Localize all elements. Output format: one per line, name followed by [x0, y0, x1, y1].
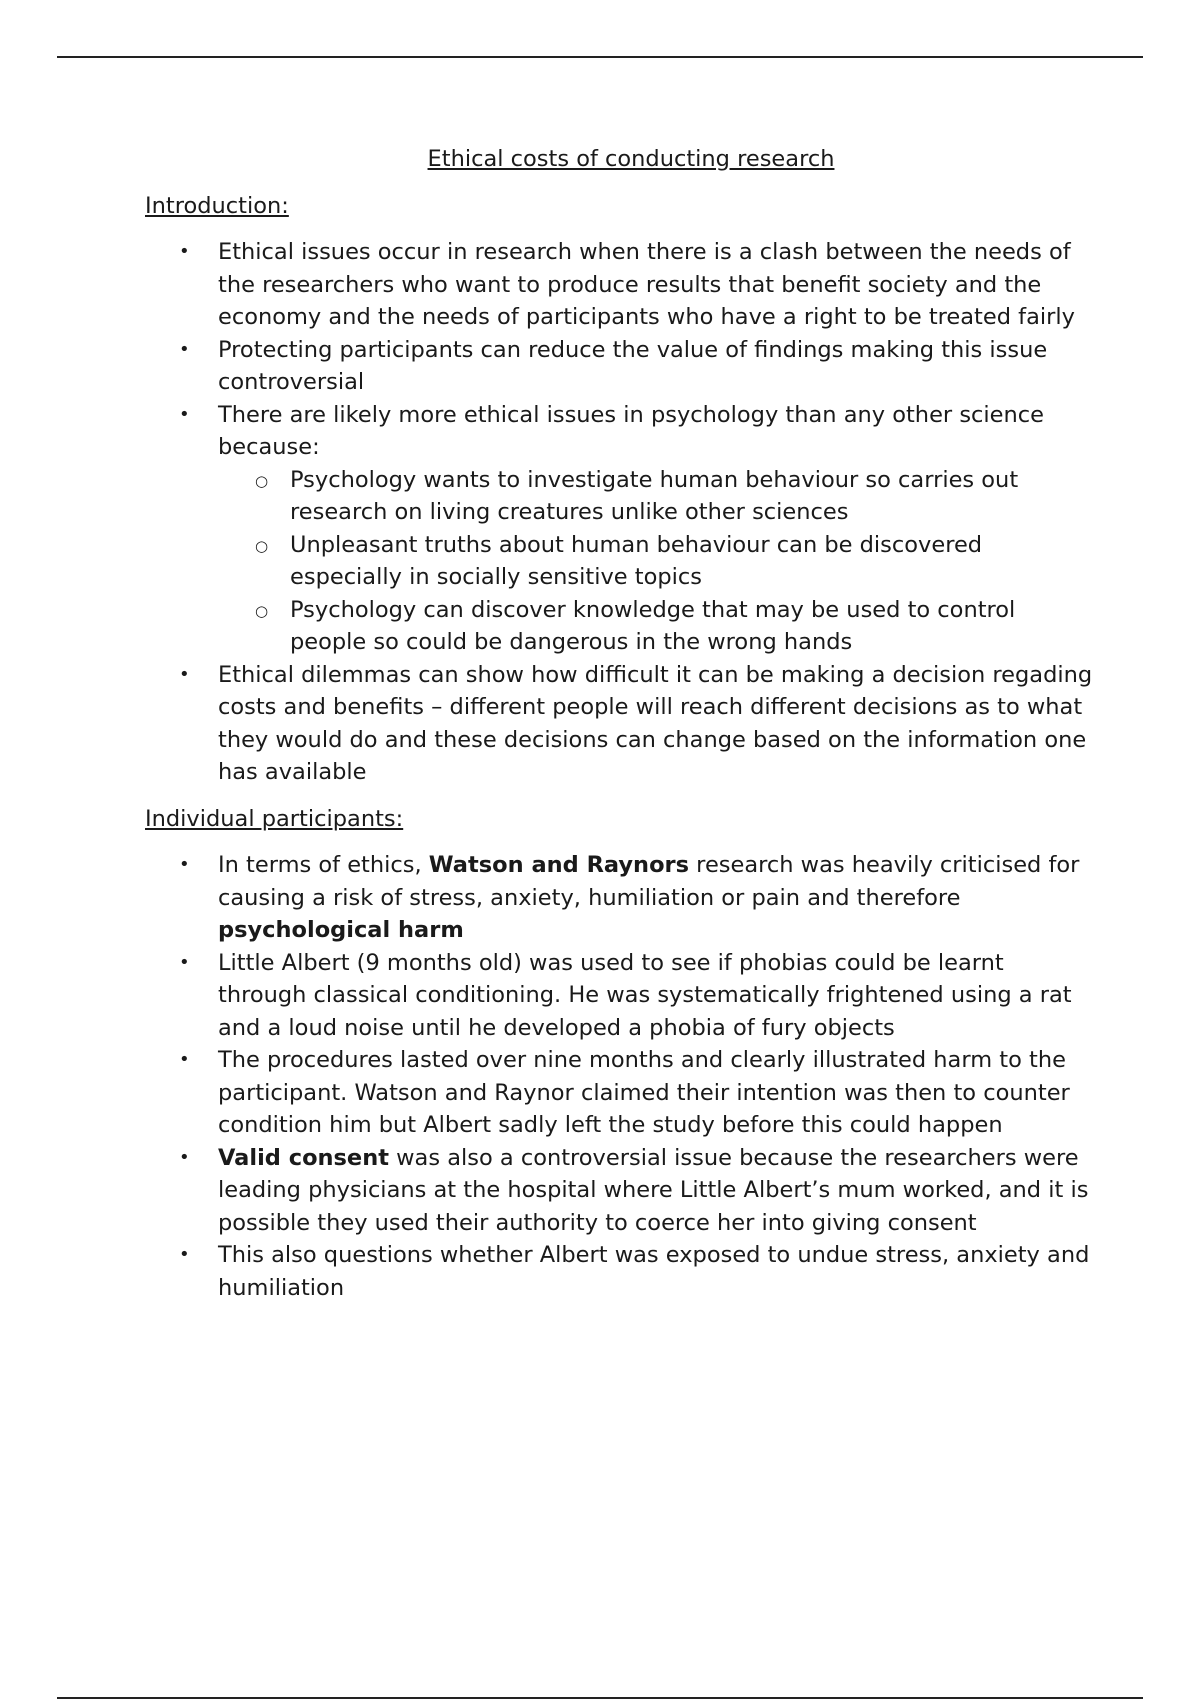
list-item — [145, 334, 1095, 399]
list-item — [145, 399, 1095, 659]
bold-term-psychological-harm: psychological harm — [218, 917, 464, 943]
list-item — [145, 947, 1095, 1045]
document-title: Ethical costs of conducting research — [427, 146, 835, 172]
list-item — [145, 1142, 1095, 1240]
document-page — [145, 143, 1095, 1318]
bullet-icon: • — [179, 854, 190, 875]
sub-list-item-text: Psychology can discover knowledge that may be used to control people so could be dangerous in the wrong hands — [290, 596, 1016, 655]
bullet-icon: • — [179, 338, 190, 360]
list-item-text: Little Albert (9 months old) was used to see if phobias could be learnt through classical conditioning. He was systematically frightened using a rat and a loud noise until he developed a phobia of fury objects — [218, 949, 1072, 1041]
list-item-text: Ethical dilemmas can show how difficult it can be making a decision regading costs and benefits – different people will reach different decisions as to what they would do and these decisions can change based on the information one has available — [218, 661, 1093, 785]
list-item — [145, 659, 1095, 789]
bullet-icon: • — [179, 403, 190, 425]
list-item-text-part: research was heavily criticised for causing a risk of stress, anxiety, humiliation or pain and therefore — [218, 852, 1080, 911]
bullet-icon: • — [179, 951, 190, 973]
hollow-bullet-icon: ○ — [255, 601, 269, 620]
individual-participants-list — [145, 849, 1095, 1304]
sub-list-item — [218, 594, 1095, 659]
sub-list — [218, 464, 1095, 659]
bullet-icon: • — [179, 1049, 190, 1070]
bold-term-watson-raynors: Watson and Raynors — [428, 852, 690, 878]
list-item — [145, 849, 1095, 947]
list-item-text-part: In terms of ethics, — [218, 852, 429, 878]
bullet-icon: • — [179, 663, 190, 685]
list-item — [145, 236, 1095, 334]
sub-list-item-text: Unpleasant truths about human behaviour can be discovered especially in socially sensitive topics — [290, 531, 983, 590]
list-item — [145, 1239, 1095, 1304]
sub-list-item — [218, 464, 1095, 529]
introduction-list — [145, 236, 1095, 789]
bullet-icon: • — [179, 1146, 190, 1168]
list-item-text: The procedures lasted over nine months and clearly illustrated harm to the participant. Watson and Raynor claimed their intention was then to counter condition him but Albert sadly left the study before this could happen — [218, 1047, 1070, 1138]
hollow-bullet-icon: ○ — [255, 471, 269, 490]
introduction-heading: Introduction: — [145, 192, 289, 219]
footer-rule — [57, 1697, 1143, 1699]
bold-term-valid-consent: Valid consent — [218, 1144, 389, 1171]
sub-list-item — [218, 529, 1095, 594]
list-item-text: Protecting participants can reduce the value of findings making this issue controversial — [218, 336, 1048, 395]
individual-participants-heading: Individual participants: — [145, 805, 404, 832]
list-item-text: Ethical issues occur in research when there is a clash between the needs of the researchers who want to produce results that benefit society and the economy and the needs of participants who have a right to be treated fairly — [218, 239, 1075, 330]
hollow-bullet-icon: ○ — [255, 536, 269, 555]
list-item-text-part: was also a controversial issue because the researchers were leading physicians at the hospital where Little Albert’s mum worked, and it is possible they used their authority to coerce her into giving consent — [218, 1144, 1089, 1236]
sub-list-item-text: Psychology wants to investigate human behaviour so carries out research on living creatures unlike other sciences — [290, 466, 1019, 525]
bullet-icon: • — [179, 1244, 190, 1265]
header-rule — [57, 56, 1143, 58]
list-item-text: There are likely more ethical issues in psychology than any other science because: — [218, 401, 1044, 460]
list-item-text: This also questions whether Albert was exposed to undue stress, anxiety and humiliation — [218, 1242, 1090, 1301]
bullet-icon: • — [179, 241, 190, 262]
list-item — [145, 1044, 1095, 1142]
